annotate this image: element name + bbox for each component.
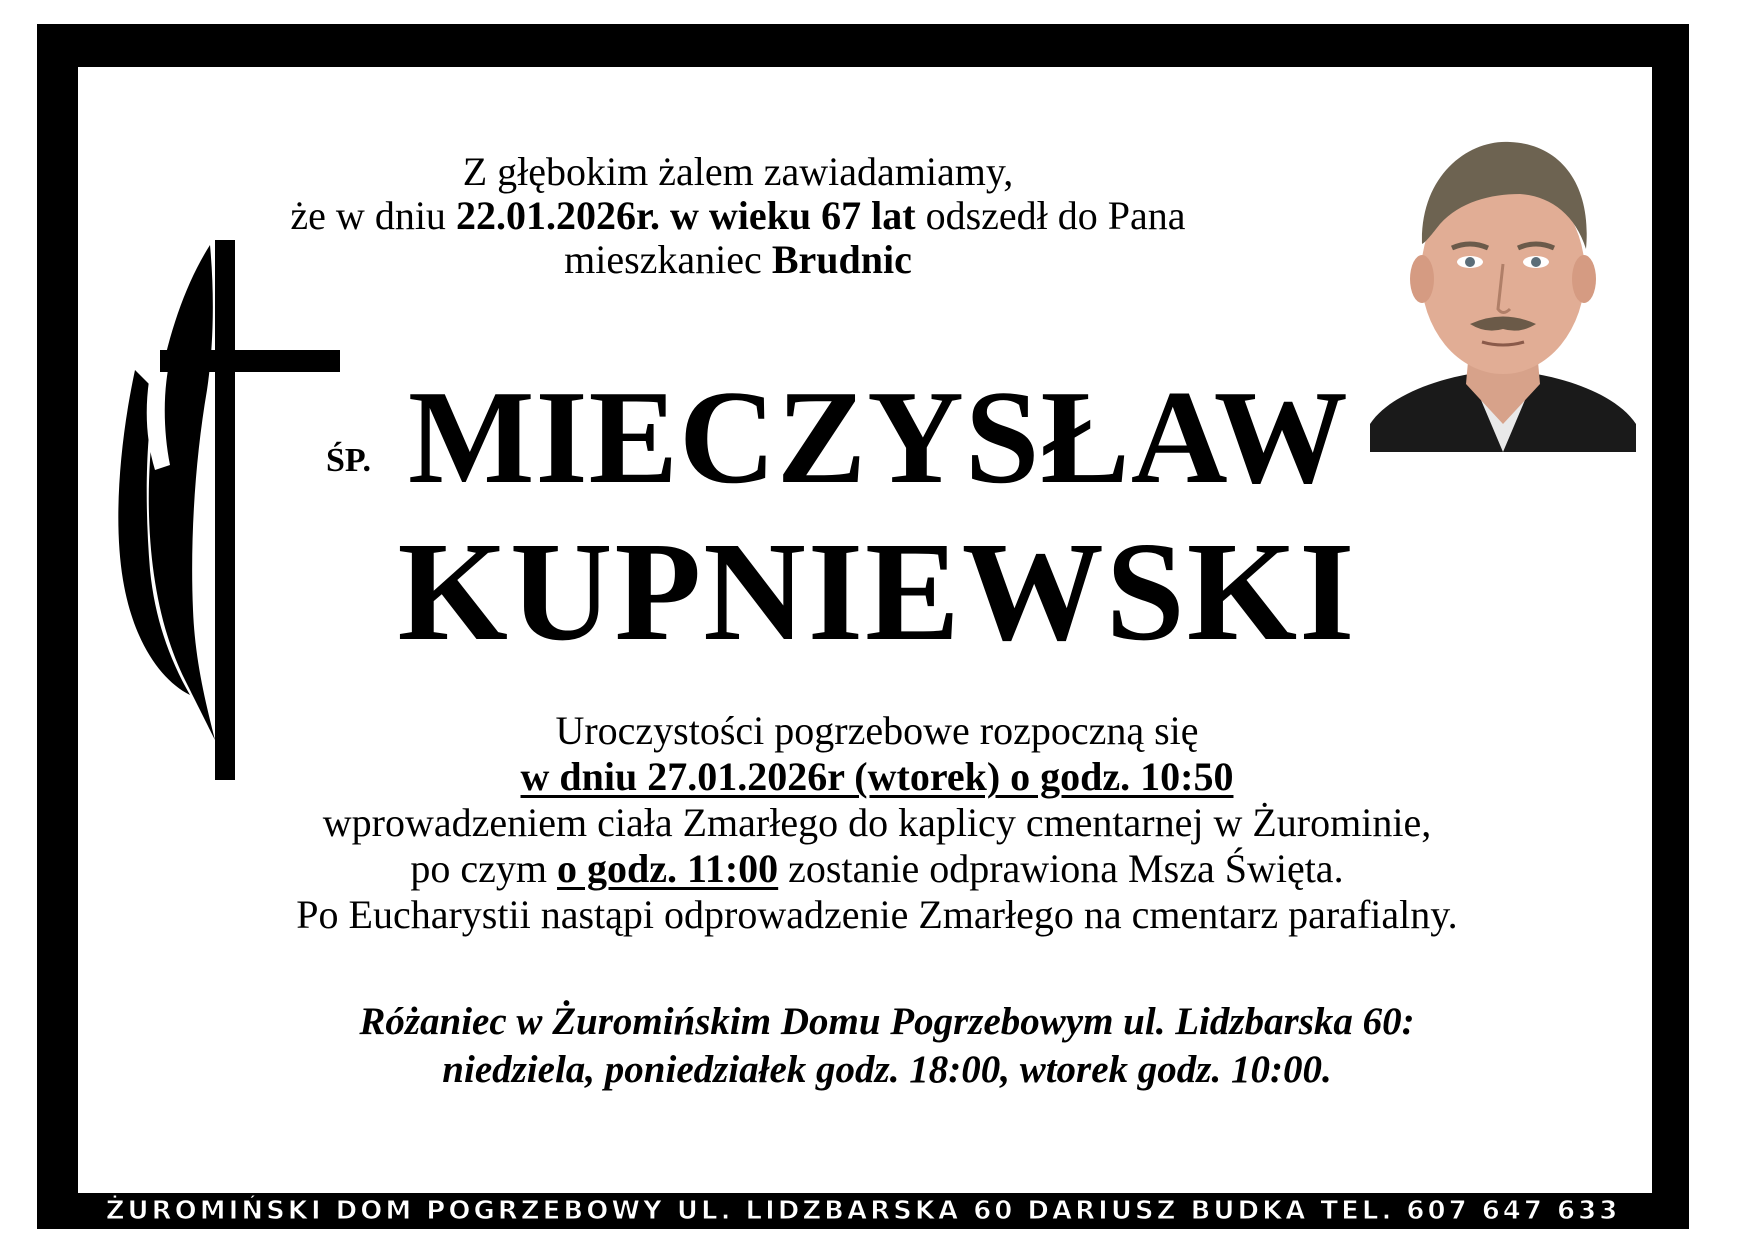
intro-line-2-b [660, 193, 670, 238]
ceremony-line-4-b: zostanie odprawiona Msza Święta. [778, 846, 1344, 891]
intro-line-2-c: odszedł do Pana [915, 193, 1186, 238]
intro-line-2-a: że w dniu [290, 193, 456, 238]
last-name: KUPNIEWSKI [397, 512, 1357, 670]
mass-time: o godz. 11:00 [557, 846, 779, 891]
ceremony-line-4 [150, 846, 1604, 892]
ceremony-line-2 [150, 754, 1604, 800]
ceremony-line-1: Uroczystości pogrzebowe rozpoczną się [555, 708, 1199, 753]
ceremony-date: w dniu 27.01.2026r (wtorek) o godz. 10:50 [520, 754, 1234, 799]
intro-line-1: Z głębokim żalem zawiadamiamy, [462, 149, 1014, 194]
intro-text [238, 150, 1238, 282]
residence: Brudnic [771, 237, 912, 282]
rosary-line-1: Różaniec w Żuromińskim Domu Pogrzebowym ul. Lidzbarska 60: [359, 1000, 1415, 1043]
ceremony-line-4-a: po czym [410, 846, 558, 891]
portrait-photo [1370, 124, 1636, 452]
rosary-info [160, 998, 1614, 1094]
intro-line-3-a: mieszkaniec [564, 237, 772, 282]
intro-line-3 [238, 238, 1238, 282]
rosary-line-2: niedziela, poniedziałek godz. 18:00, wtorek godz. 10:00. [442, 1048, 1332, 1091]
age: w wieku 67 lat [670, 193, 916, 238]
ceremony-info [150, 708, 1604, 938]
death-date: 22.01.2026r. [455, 193, 661, 238]
cross-flame-icon [115, 240, 340, 780]
intro-line-2 [238, 194, 1238, 238]
first-name: MIECZYSŁAW [408, 363, 1349, 511]
funeral-home-footer: ŻUROMIŃSKI DOM POGRZEBOWY UL. LIDZBARSKA 60 DARIUSZ BUDKA TEL. 607 647 633 [105, 1196, 1621, 1226]
ceremony-line-3: wprowadzeniem ciała Zmarłego do kaplicy cmentarnej w Żurominie, [322, 800, 1432, 845]
ceremony-line-5: Po Eucharystii nastąpi odprowadzenie Zmarłego na cmentarz parafialny. [296, 892, 1458, 937]
name-prefix: ŚP. [326, 442, 372, 479]
